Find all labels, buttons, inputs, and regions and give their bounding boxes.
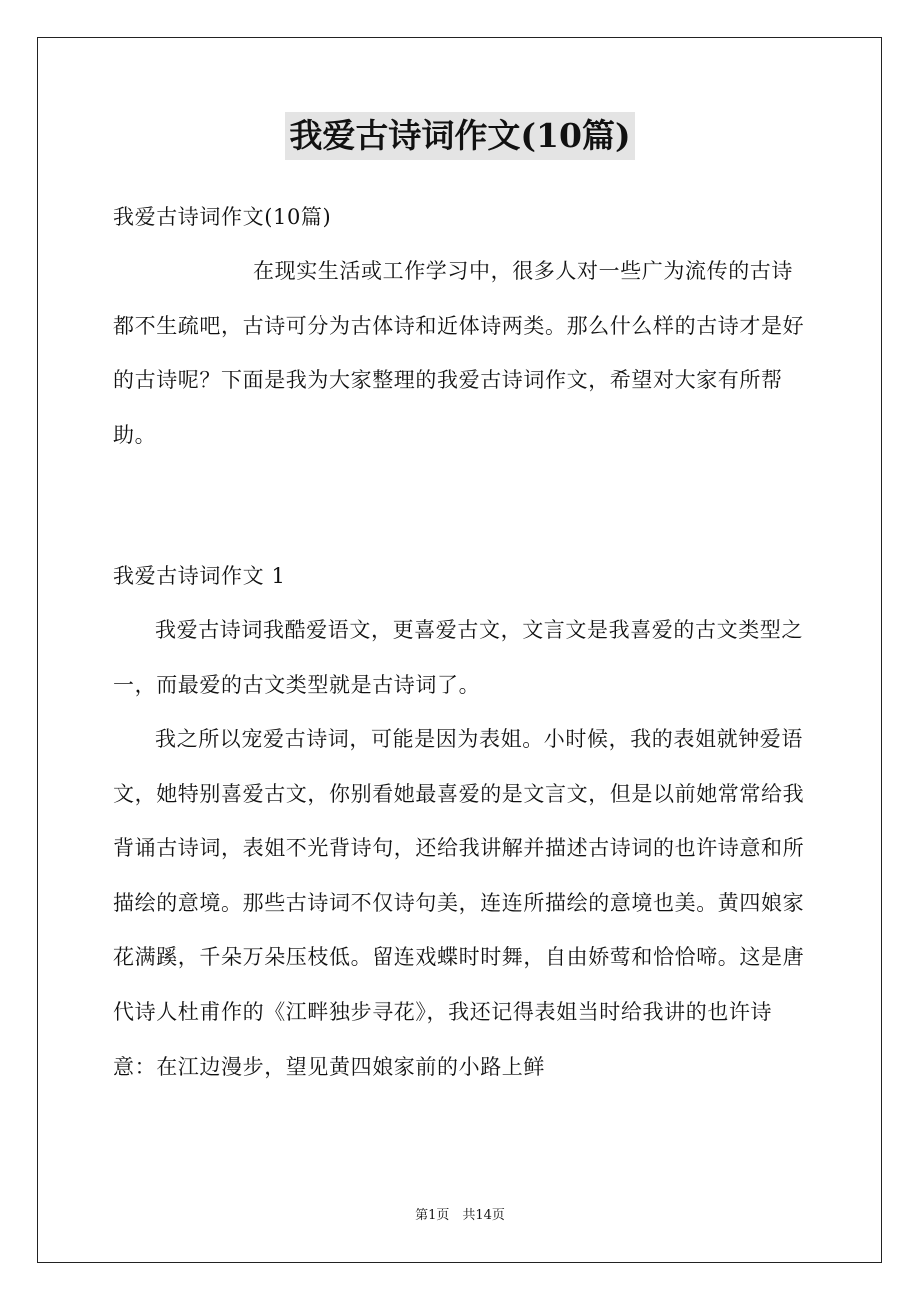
document-title <box>0 112 920 160</box>
section-heading: 我爱古诗词作文 1 <box>113 564 286 588</box>
document-title-text: 我爱古诗词作文(10篇) <box>285 112 634 160</box>
document-subtitle: 我爱古诗词作文(10篇) <box>113 205 332 229</box>
body-paragraph-1: 我爱古诗词我酷爱语文，更喜爱古文，文言文是我喜爱的古文类型之一，而最爱的古文类型就是古诗词了。 <box>113 618 803 697</box>
body-paragraph-2: 我之所以宠爱古诗词，可能是因为表姐。小时候，我的表姐就钟爱语文，她特别喜爱古文，你别看她最喜爱的是文言文，但是以前她常常给我背诵古诗词，表姐不光背诗句，还给我讲解并描述古诗词的也许诗意和所描绘的意境。那些古诗词不仅诗句美，连连所描绘的意境也美。黄四娘家花满蹊，千朵万朵压枝低。留连戏蝶时时舞，自由娇莺和恰恰啼。这是唐代诗人杜甫作的《江畔独步寻花》，我还记得表姐当时给我讲的也许诗意：在江边漫步，望见黄四娘家前的小路上鲜 <box>113 727 805 1079</box>
page-footer: 第1页 共14页 <box>415 1208 505 1223</box>
intro-paragraph: 在现实生活或工作学习中，很多人对一些广为流传的古诗都不生疏吧，古诗可分为古体诗和近体诗两类。那么什么样的古诗才是好的古诗呢？下面是我为大家整理的我爱古诗词作文，希望对大家有所帮助。 <box>113 259 805 447</box>
